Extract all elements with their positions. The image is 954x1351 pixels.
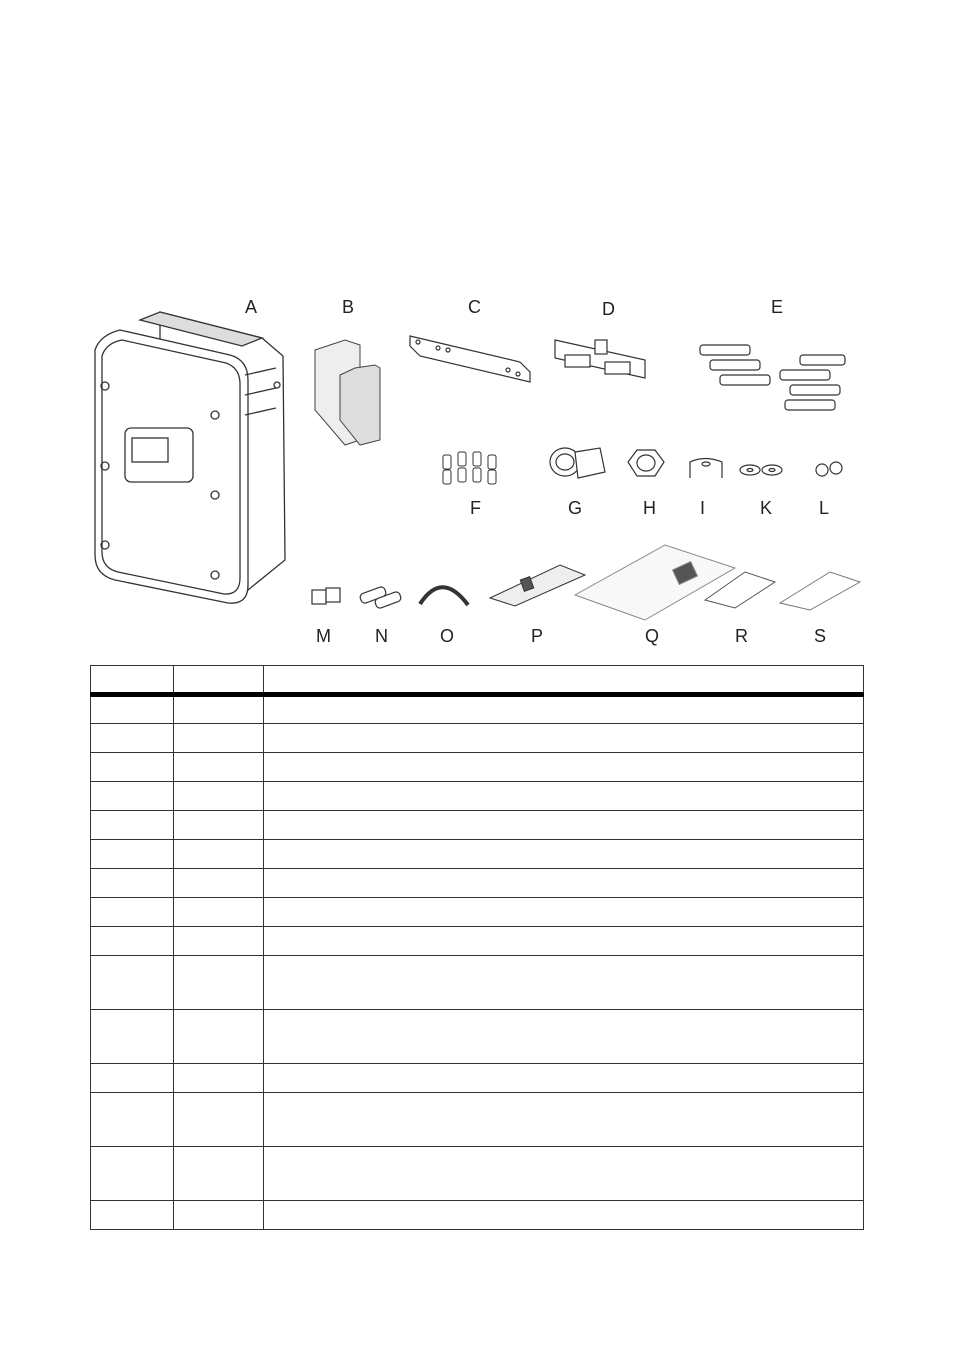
screws-drawing [443,452,496,484]
booklet-drawing [490,565,585,606]
bracket-d-drawing [555,340,645,378]
label-l: L [819,498,830,518]
table-row [91,724,864,753]
connectors-drawing [700,345,845,410]
parts-table [90,665,864,1230]
table-header-row [91,666,864,695]
table-row [91,840,864,869]
table-row [91,1201,864,1230]
components-illustration [0,0,954,660]
table-row [91,869,864,898]
fan-profile-drawing [315,340,380,445]
label-m: M [316,626,331,646]
label-h: H [643,498,656,518]
table-row [91,782,864,811]
cable-gland-drawing [550,448,605,478]
label-i: I [700,498,706,518]
document-s-drawing [780,572,860,610]
col-position [91,666,174,695]
label-o: O [440,626,455,646]
col-quantity [174,666,264,695]
scope-of-delivery-figure [0,0,954,660]
table-row [91,956,864,1010]
label-k: K [760,498,773,518]
document-q-drawing [575,545,735,620]
label-q: Q [645,626,660,646]
table-row [91,695,864,724]
inverter-drawing [95,312,285,603]
plugs-drawing [359,586,402,609]
nut-drawing [628,450,664,476]
table-row [91,1147,864,1201]
label-s: S [814,626,827,646]
label-a: A [245,297,258,317]
label-b: B [342,297,355,317]
washers-drawing [740,465,782,475]
col-description [264,666,864,695]
label-n: N [375,626,388,646]
clamp-drawing [690,459,722,479]
label-d: D [602,299,615,319]
label-p: P [531,626,544,646]
wall-bracket-drawing [410,336,530,382]
table-row [91,1093,864,1147]
table-row [91,811,864,840]
jumper-drawing [312,588,340,604]
label-f: F [470,498,481,518]
label-c: C [468,297,481,317]
table-row [91,927,864,956]
table-row [91,753,864,782]
label-g: G [568,498,583,518]
table-row [91,1064,864,1093]
table-row [91,1010,864,1064]
label-e: E [771,297,784,317]
tube-drawing [420,587,468,605]
table-row [91,898,864,927]
label-r: R [735,626,748,646]
small-screws-drawing [816,462,842,476]
